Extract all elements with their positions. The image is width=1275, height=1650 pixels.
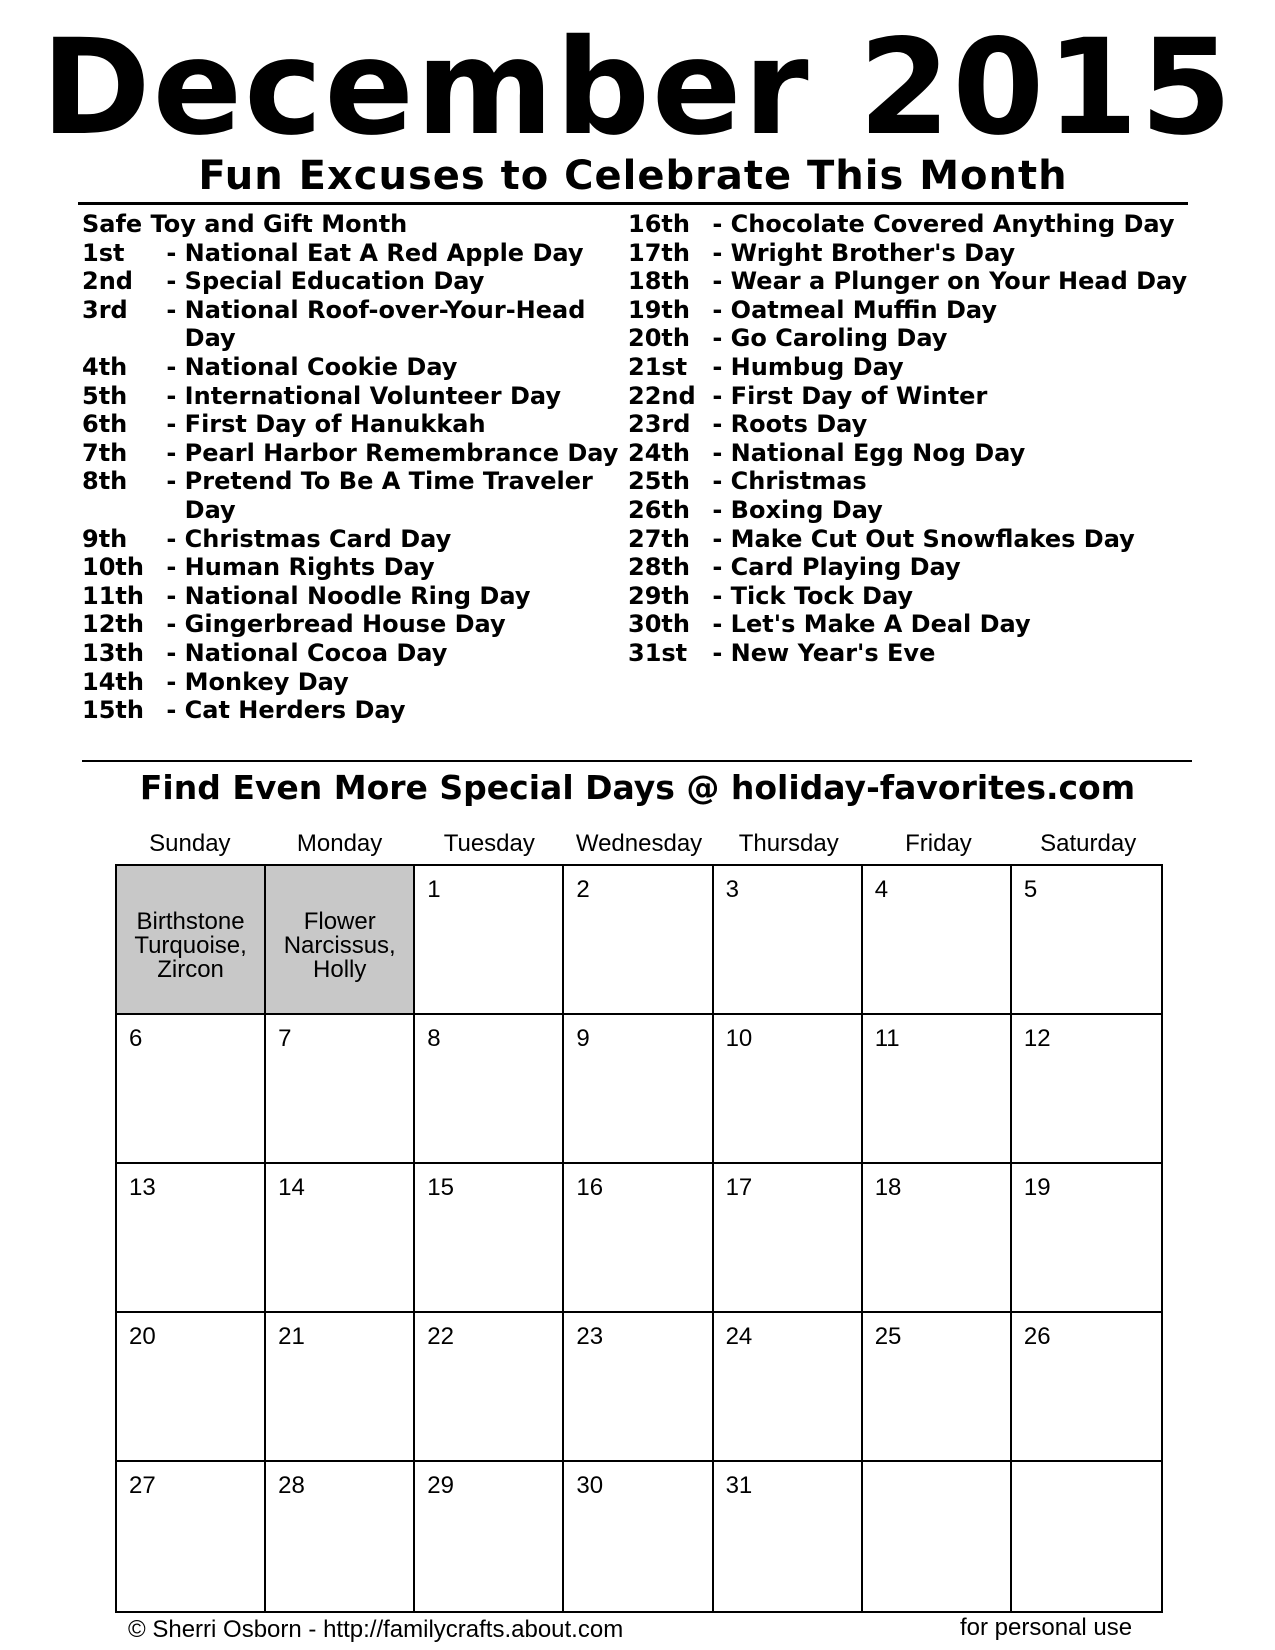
event-separator: - (704, 381, 731, 410)
event-day: 4th (82, 352, 128, 381)
calendar-cell (564, 1015, 713, 1164)
event-item (628, 639, 1208, 668)
event-day: 18th (628, 267, 690, 296)
event-separator: - (704, 495, 731, 524)
event-day: 19th (628, 295, 690, 324)
event-item (628, 353, 1208, 382)
birthstone-info (117, 910, 264, 982)
event-separator: - (704, 324, 731, 353)
calendar-cell (714, 1462, 863, 1611)
calendar-cell (266, 1015, 415, 1164)
event-item (82, 439, 622, 468)
event-text: Wright Brother's Day (730, 238, 1016, 267)
event-text: Chocolate Covered Anything Day (730, 210, 1175, 238)
event-day: 15th (82, 696, 144, 725)
page-subtitle: Fun Excuses to Celebrate This Month (78, 152, 1188, 205)
event-text: Roots Day (730, 410, 868, 439)
calendar-cell (863, 1015, 1012, 1164)
event-day: 11th (82, 581, 144, 610)
calendar-cell (863, 1164, 1012, 1313)
event-item (82, 239, 622, 268)
day-number: 22 (427, 1323, 454, 1350)
page-title: December 2015 (41, 11, 1234, 165)
event-day: 8th (82, 467, 128, 496)
calendar-cell (863, 1462, 1012, 1611)
event-separator: - (704, 467, 731, 496)
event-text: Go Caroling Day (730, 324, 948, 353)
calendar-cell (714, 866, 863, 1015)
event-separator: - (704, 524, 731, 553)
day-number: 13 (129, 1174, 156, 1201)
day-number: 23 (576, 1323, 604, 1350)
event-item (82, 296, 622, 353)
event-separator: - (704, 238, 731, 267)
event-item (82, 610, 622, 639)
event-separator: - (158, 524, 185, 553)
event-day: 27th (628, 524, 690, 553)
event-separator: - (158, 696, 185, 725)
day-number: 1 (427, 876, 441, 903)
calendar-cell (714, 1313, 863, 1462)
event-separator: - (158, 438, 185, 467)
event-day: 30th (628, 610, 690, 639)
event-day: 9th (82, 524, 128, 553)
calendar-cell (1012, 1164, 1161, 1313)
weekday-friday: Friday (905, 830, 972, 857)
event-text: Let's Make A Deal Day (730, 610, 1031, 639)
event-day: 24th (628, 438, 690, 467)
weekday-tuesday: Tuesday (443, 830, 535, 857)
day-number: 24 (725, 1323, 753, 1350)
weekday-saturday: Saturday (1040, 830, 1137, 857)
event-text: Card Playing Day (730, 553, 961, 582)
event-separator: - (158, 610, 185, 639)
event-item (82, 696, 622, 725)
event-item (628, 382, 1208, 411)
calendar-cell (117, 1462, 266, 1611)
day-number: 29 (427, 1472, 454, 1499)
day-number: 26 (1023, 1323, 1051, 1350)
event-item (82, 353, 622, 382)
event-item (628, 239, 1208, 268)
usage-text: for personal use (960, 1614, 1133, 1641)
event-day: 28th (628, 553, 690, 582)
day-number: 12 (1023, 1025, 1051, 1052)
calendar-cell (1012, 1313, 1161, 1462)
event-item (628, 410, 1208, 439)
event-separator: - (704, 438, 731, 467)
event-day: 20th (628, 324, 690, 353)
event-day: 21st (628, 352, 688, 381)
day-number: 9 (576, 1025, 590, 1052)
divider (82, 760, 1192, 762)
event-day: 10th (82, 553, 144, 582)
calendar-cell (117, 1015, 266, 1164)
event-separator: - (158, 267, 185, 296)
event-separator: - (704, 295, 731, 324)
event-text: Cat Herders Day (184, 696, 406, 725)
day-number: 4 (874, 876, 889, 903)
event-text: National Egg Nog Day (730, 438, 1026, 467)
calendar-cell (266, 1313, 415, 1462)
event-text: International Volunteer Day (184, 381, 561, 410)
event-text: First Day of Winter (730, 381, 988, 410)
event-text: Christmas (730, 467, 867, 496)
event-day: 23rd (628, 410, 691, 439)
day-number: 11 (874, 1025, 900, 1052)
calendar-cell (863, 1313, 1012, 1462)
flower-line: Holly (313, 956, 367, 983)
event-item (628, 553, 1208, 582)
event-item (82, 410, 622, 439)
event-item (628, 610, 1208, 639)
calendar-cell (714, 1015, 863, 1164)
event-separator: - (158, 410, 185, 439)
event-day: 13th (82, 638, 144, 667)
event-day: 25th (628, 467, 690, 496)
day-number: 7 (278, 1025, 292, 1052)
event-day: 7th (82, 438, 128, 467)
event-text: Wear a Plunger on Your Head Day (730, 267, 1188, 296)
event-item (628, 525, 1208, 554)
flower-line: Flower (303, 908, 376, 935)
day-number: 21 (278, 1323, 305, 1350)
day-number: 10 (725, 1025, 753, 1052)
flower-info (266, 910, 413, 982)
calendar-cell (415, 1462, 564, 1611)
day-number: 2 (576, 876, 590, 903)
event-item (628, 296, 1208, 325)
event-text: Human Rights Day (184, 553, 435, 582)
day-number: 3 (725, 876, 739, 903)
calendar-cell (415, 1164, 564, 1313)
calendar-cell (714, 1164, 863, 1313)
event-text: Oatmeal Muffin Day (730, 295, 998, 324)
calendar-cell (564, 866, 713, 1015)
calendar-cell (415, 866, 564, 1015)
day-number: 20 (129, 1323, 156, 1350)
event-item (82, 525, 622, 554)
event-item (628, 467, 1208, 496)
event-separator: - (158, 553, 185, 582)
event-item (82, 382, 622, 411)
event-separator: - (158, 295, 185, 324)
day-number: 18 (874, 1174, 902, 1201)
event-item (82, 553, 622, 582)
events-list-right (628, 210, 1208, 668)
event-text: Special Education Day (184, 267, 485, 296)
weekday-sunday: Sunday (149, 830, 231, 857)
event-text: Pretend To Be A Time Traveler Day (184, 467, 593, 524)
event-text: First Day of Hanukkah (184, 410, 486, 439)
event-day: 6th (82, 410, 128, 439)
day-number: 15 (427, 1174, 454, 1201)
calendar-cell (863, 866, 1012, 1015)
event-text: Christmas Card Day (184, 524, 452, 553)
calendar-cell (564, 1164, 713, 1313)
day-number: 19 (1023, 1174, 1051, 1201)
calendar-cell (415, 1313, 564, 1462)
copyright-text: © Sherri Osborn - http://familycrafts.about.com (128, 1616, 624, 1643)
event-separator: - (704, 553, 731, 582)
day-number: 25 (874, 1323, 902, 1350)
day-number: 8 (427, 1025, 441, 1052)
calendar-cell (1012, 1015, 1161, 1164)
event-text: Boxing Day (730, 495, 883, 524)
event-separator: - (704, 638, 731, 667)
calendar-cell (266, 1462, 415, 1611)
event-separator: - (158, 638, 185, 667)
weekday-header (115, 830, 1163, 858)
event-text: Make Cut Out Snowflakes Day (730, 524, 1135, 553)
event-separator: - (158, 352, 185, 381)
day-number: 30 (576, 1472, 604, 1499)
day-number: 28 (278, 1472, 305, 1499)
event-item (628, 324, 1208, 353)
event-day: 17th (628, 238, 690, 267)
event-day: 29th (628, 581, 690, 610)
event-item (628, 267, 1208, 296)
event-separator: - (704, 610, 731, 639)
calendar-cell (117, 1313, 266, 1462)
event-text: National Cookie Day (184, 352, 458, 381)
birthstone-line: Zircon (157, 956, 224, 983)
event-item (82, 467, 622, 524)
weekday-monday: Monday (296, 830, 383, 857)
event-text: National Roof-over-Your-Head Day (184, 295, 586, 353)
event-text: National Noodle Ring Day (184, 581, 531, 610)
month-note: Safe Toy and Gift Month (82, 210, 408, 238)
event-item (628, 496, 1208, 525)
event-item (628, 439, 1208, 468)
day-number: 6 (129, 1025, 143, 1052)
event-item (628, 582, 1208, 611)
day-number: 31 (725, 1472, 753, 1499)
event-item (82, 668, 622, 697)
event-text: Monkey Day (184, 667, 349, 696)
calendar-cell (1012, 1462, 1161, 1611)
day-number: 17 (725, 1174, 753, 1201)
calendar-cell (564, 1313, 713, 1462)
event-separator: - (704, 210, 731, 238)
event-separator: - (704, 267, 731, 296)
birthstone-line: Turquoise, (134, 932, 247, 959)
calendar-cell (415, 1015, 564, 1164)
calendar-cell (117, 1164, 266, 1313)
event-separator: - (158, 467, 185, 496)
flower-line: Narcissus, (283, 932, 396, 959)
weekday-wednesday: Wednesday (575, 830, 703, 857)
calendar-cell (266, 866, 415, 1015)
day-number: 16 (576, 1174, 604, 1201)
event-separator: - (158, 381, 185, 410)
event-separator: - (158, 667, 185, 696)
day-number: 5 (1023, 876, 1038, 903)
event-day: 16th (628, 210, 690, 238)
event-separator: - (158, 581, 185, 610)
event-item (82, 582, 622, 611)
event-day: 2nd (82, 267, 133, 296)
event-separator: - (704, 581, 731, 610)
event-text: Gingerbread House Day (184, 610, 506, 639)
event-separator: - (704, 352, 731, 381)
day-number: 14 (278, 1174, 305, 1201)
event-day: 31st (628, 638, 688, 667)
event-separator: - (704, 410, 731, 439)
event-text: Tick Tock Day (730, 581, 914, 610)
event-text: National Cocoa Day (184, 638, 448, 667)
event-item (628, 210, 1208, 239)
event-day: 12th (82, 610, 144, 639)
events-list-left (82, 210, 622, 725)
event-text: National Eat A Red Apple Day (184, 238, 584, 267)
event-text: New Year's Eve (730, 638, 936, 667)
calendar-cell (266, 1164, 415, 1313)
event-day: 3rd (82, 295, 128, 324)
event-item (82, 267, 622, 296)
calendar-grid (115, 864, 1163, 1613)
more-days-link-text: Find Even More Special Days @ holiday-favorites.com (139, 768, 1136, 807)
event-text: Pearl Harbor Remembrance Day (184, 438, 619, 467)
calendar-cell (564, 1462, 713, 1611)
calendar-cell (1012, 866, 1161, 1015)
birthstone-line: Birthstone (136, 908, 245, 935)
event-day: 22nd (628, 381, 696, 410)
weekday-thursday: Thursday (738, 830, 839, 857)
event-day: 26th (628, 495, 690, 524)
event-text: Humbug Day (730, 352, 904, 381)
event-separator: - (158, 238, 185, 267)
event-day: 5th (82, 381, 128, 410)
event-day: 1st (82, 238, 125, 267)
event-item (82, 639, 622, 668)
day-number: 27 (129, 1472, 156, 1499)
calendar-cell (117, 866, 266, 1015)
event-day: 14th (82, 667, 144, 696)
